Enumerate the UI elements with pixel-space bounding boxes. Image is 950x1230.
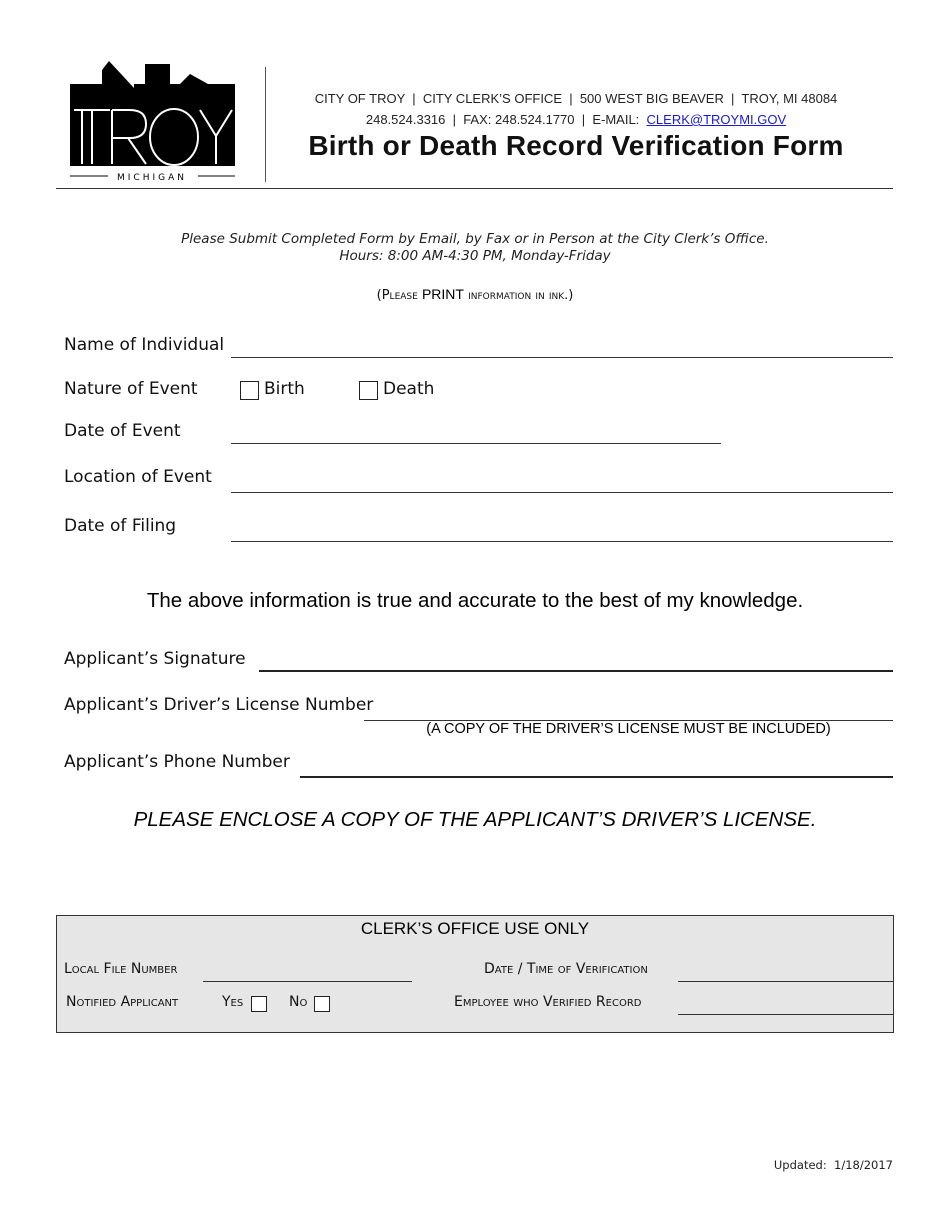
employee-verified-field[interactable] <box>678 1014 893 1015</box>
local-file-number-field[interactable] <box>203 981 412 982</box>
notified-no-label: No <box>289 994 308 1010</box>
date-time-verification-field[interactable] <box>678 981 893 982</box>
affirmation-statement: The above information is true and accurate to the best of my knowledge. <box>146 589 804 612</box>
updated-date: Updated: 1/18/2017 <box>773 1158 893 1172</box>
applicant-phone-label: Applicant’s Phone Number <box>64 752 290 772</box>
applicant-signature-label: Applicant’s Signature <box>64 649 246 669</box>
name-of-individual-label: Name of Individual <box>64 335 225 355</box>
death-label: Death <box>383 379 435 399</box>
nature-of-event-label: Nature of Event <box>64 379 198 399</box>
employee-verified-label: Employee who Verified Record <box>454 994 642 1010</box>
office-address-line: CITY OF TROY | CITY CLERK’S OFFICE | 500 WEST BIG BEAVER | TROY, MI 48084 <box>314 91 838 106</box>
drivers-license-note: (A COPY OF THE DRIVER’S LICENSE MUST BE INCLUDED) <box>426 721 831 737</box>
logo-subtext: MICHIGAN <box>117 173 187 183</box>
form-title: Birth or Death Record Verification Form <box>308 130 844 161</box>
date-time-verification-label: Date / Time of Verification <box>484 961 648 977</box>
date-of-event-label: Date of Event <box>64 421 181 441</box>
submit-instructions: Please Submit Completed Form by Email, by Fax or in Person at the City Clerk’s Office. <box>181 231 769 247</box>
office-contact-line <box>288 112 864 127</box>
location-of-event-label: Location of Event <box>64 467 212 487</box>
print-instruction: (Please PRINT information in ink.) <box>376 286 574 303</box>
birth-label: Birth <box>264 379 305 399</box>
local-file-number-label: Local File Number <box>64 961 178 977</box>
clerk-office-title: CLERK’S OFFICE USE ONLY <box>360 919 590 938</box>
email-link[interactable]: CLERK@TROYMI.GOV <box>646 112 787 127</box>
enclose-license-notice: PLEASE ENCLOSE A COPY OF THE APPLICANT’S DRIVER’S LICENSE. <box>133 808 817 831</box>
birth-checkbox[interactable] <box>240 381 259 400</box>
notified-yes-label: Yes <box>222 994 244 1010</box>
applicant-signature-field[interactable] <box>259 670 893 672</box>
notified-applicant-label: Notified Applicant <box>66 994 179 1010</box>
death-checkbox[interactable] <box>359 381 378 400</box>
notified-yes-checkbox[interactable] <box>251 996 267 1012</box>
office-hours: Hours: 8:00 AM-4:30 PM, Monday-Friday <box>339 248 611 264</box>
contact-phone-fax: 248.524.3316 | FAX: 248.524.1770 | E-MAIL: <box>365 112 647 127</box>
applicant-phone-field[interactable] <box>300 776 893 778</box>
header-divider <box>265 67 266 182</box>
name-of-individual-field[interactable] <box>231 357 893 358</box>
date-of-filing-label: Date of Filing <box>64 516 177 536</box>
troy-michigan-logo <box>62 58 242 186</box>
date-of-filing-field[interactable] <box>231 541 893 542</box>
notified-no-checkbox[interactable] <box>314 996 330 1012</box>
drivers-license-label: Applicant’s Driver’s License Number <box>64 695 374 715</box>
location-of-event-field[interactable] <box>231 492 893 493</box>
header-rule <box>56 188 893 189</box>
date-of-event-field[interactable] <box>231 443 721 444</box>
